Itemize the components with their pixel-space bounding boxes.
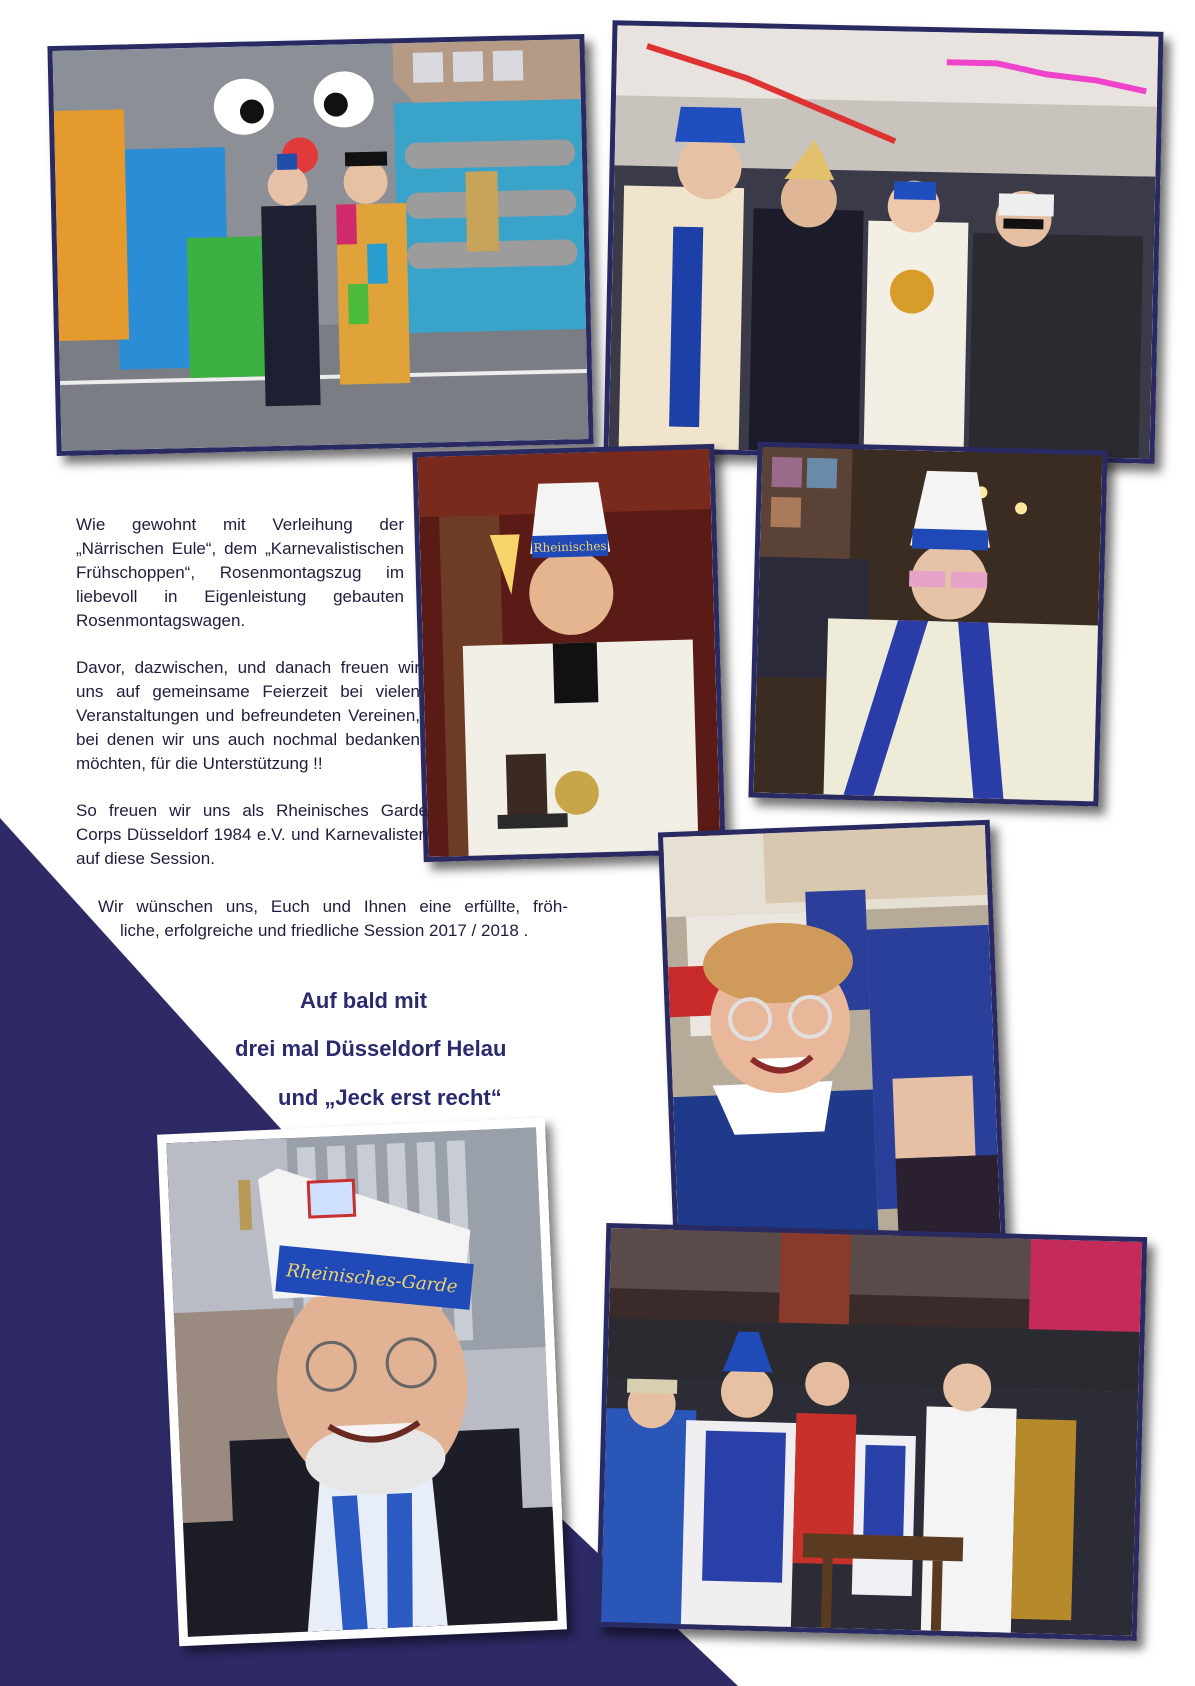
portrait-photo-icon bbox=[417, 449, 720, 857]
closing-line-2: drei mal Düsseldorf Helau bbox=[235, 1036, 507, 1061]
photo-group-four-men bbox=[604, 20, 1164, 463]
paragraph-2: Davor, dazwischen, und danach freuen wir uns auf gemeinsame Feierzeit bei vielen Veranstaltungen und befreundeten Vereinen, bei denen wir uns auch nochmal bedanken möchten, für die Unterstützung !! bbox=[76, 658, 420, 773]
selfie-photo-icon bbox=[663, 825, 1001, 1257]
photo-selfie-woman bbox=[658, 820, 1006, 1262]
group-photo-icon bbox=[601, 1228, 1142, 1636]
photo-man-party-glasses bbox=[748, 441, 1107, 806]
photo-man-with-trophy bbox=[412, 444, 725, 862]
portrait-photo-icon bbox=[166, 1127, 557, 1637]
paragraph-3: So freuen wir uns als Rheinisches Garde Corps Düsseldorf 1984 e.V. und Karnevalisten auf diese Session. bbox=[76, 801, 428, 868]
photo-smiling-man-cap bbox=[157, 1118, 567, 1646]
paragraph-4 bbox=[98, 895, 568, 943]
closing-line-1: Auf bald mit bbox=[300, 988, 428, 1013]
cap-text-2: Rheinisches-Garde bbox=[285, 1260, 459, 1298]
photo-group-bar bbox=[596, 1223, 1147, 1641]
cap-text-1: Rheinisches bbox=[533, 538, 607, 555]
parade-float-photo-icon bbox=[53, 39, 589, 451]
photo-parade-float bbox=[47, 34, 593, 456]
group-photo-icon bbox=[609, 25, 1159, 458]
paragraph-4-line-1: Wir wünschen uns, Euch und Ihnen eine erfüllte, fröh- bbox=[98, 897, 568, 916]
portrait-photo-icon bbox=[754, 447, 1103, 802]
closing-line-3: und „Jeck erst recht“ bbox=[278, 1085, 502, 1110]
paragraph-1: Wie gewohnt mit Verleihung der „Närrischen Eule“, dem „Karnevalistischen Frühschoppen“, Rosenmontagszug im liebevoll in Eigenleistung gebauten Rosenmontagswagen. bbox=[76, 515, 404, 630]
paragraph-4-line-2: liche, erfolgreiche und friedliche Session 2017 / 2018 . bbox=[120, 921, 529, 940]
